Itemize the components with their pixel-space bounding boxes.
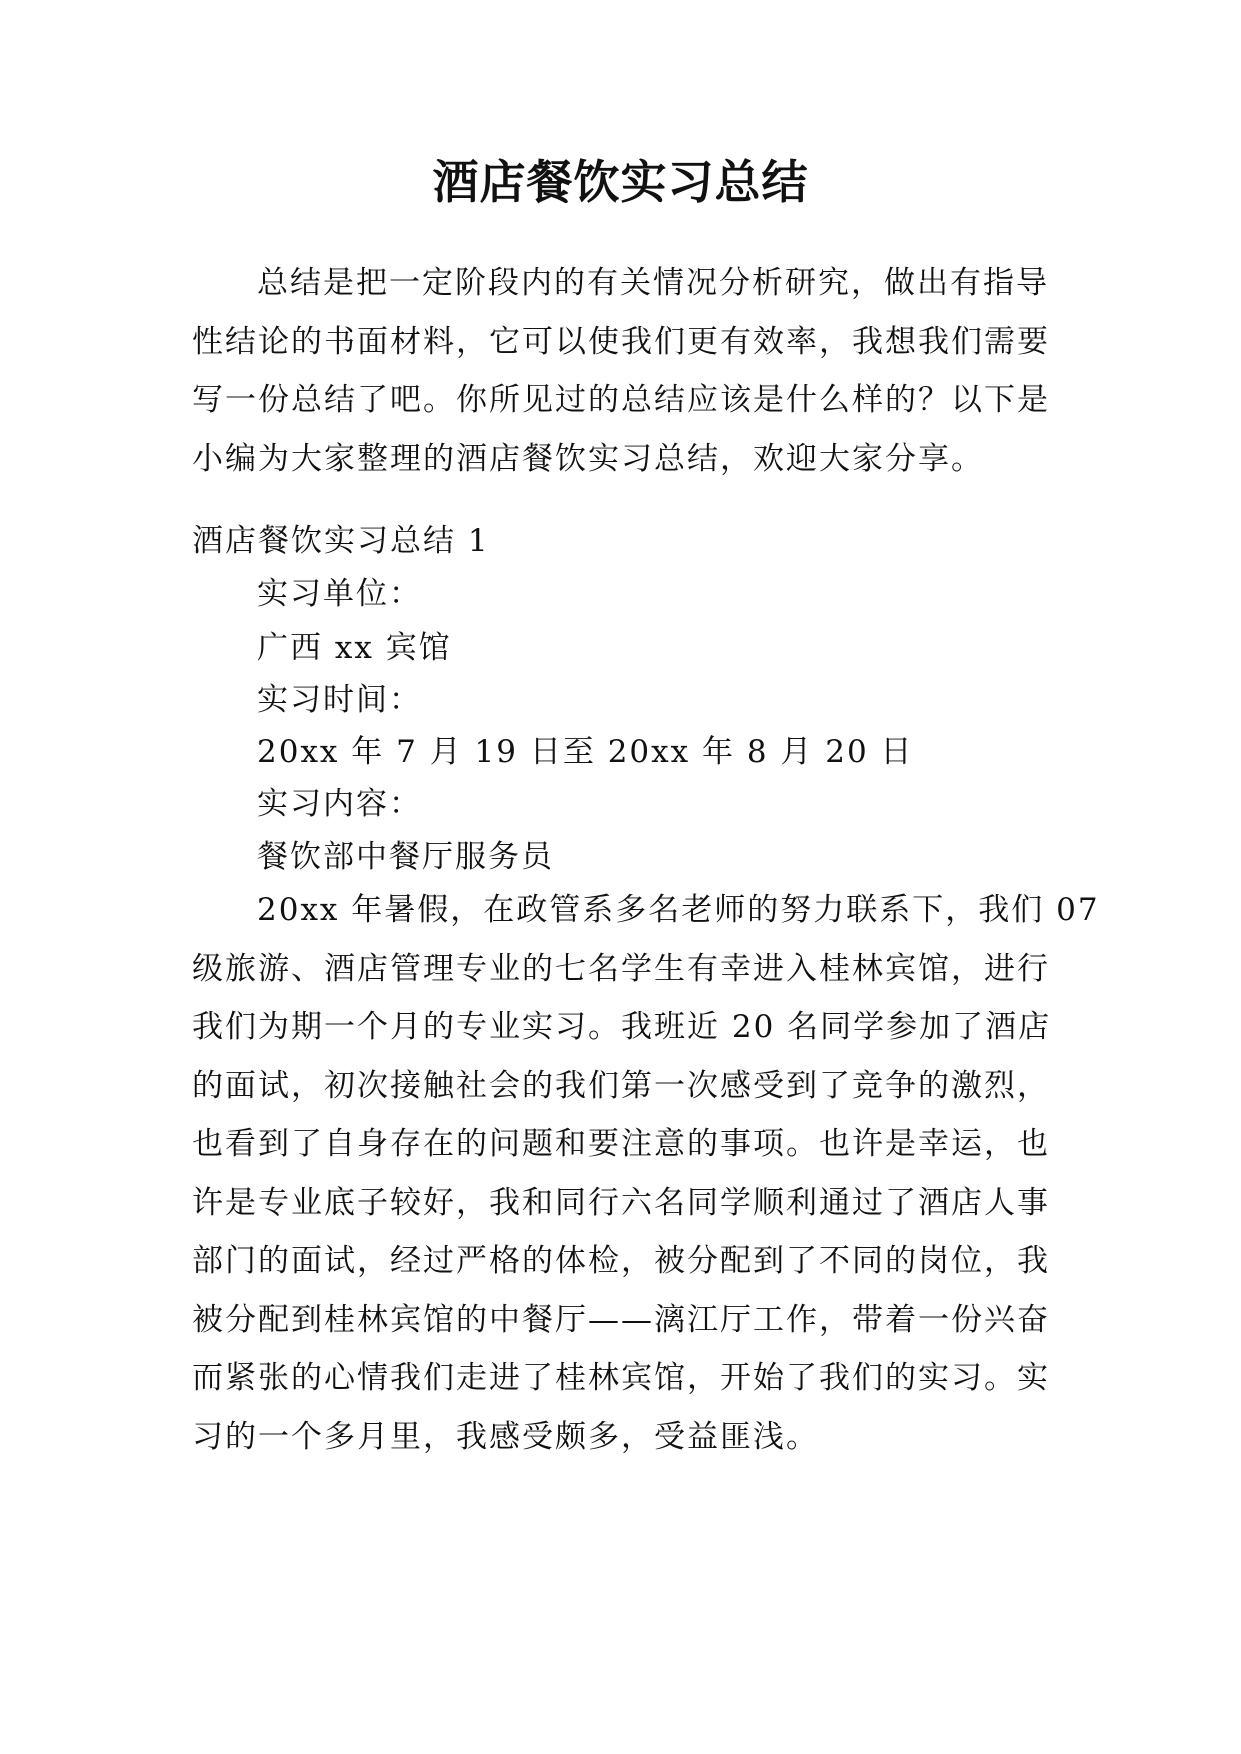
body-line: 被分配到桂林宾馆的中餐厅——漓江厅工作，带着一份兴奋 <box>192 1301 1050 1338</box>
intro-line: 写一份总结了吧。你所见过的总结应该是什么样的？以下是 <box>192 382 1050 418</box>
body-paragraph <box>192 881 1100 1466</box>
intro-paragraph <box>192 254 1062 488</box>
body-line: 而紧张的心情我们走进了桂林宾馆，开始了我们的实习。实 <box>192 1360 1050 1396</box>
body-line: 级旅游、酒店管理专业的七名学生有幸进入桂林宾馆，进行 <box>192 950 1050 987</box>
unit-label: 实习单位： <box>257 576 422 612</box>
body-line: 的面试，初次接触社会的我们第一次感受到了竞争的激烈， <box>192 1067 1050 1104</box>
body-line: 许是专业底子较好，我和同行六名同学顺利通过了酒店人事 <box>192 1184 1050 1221</box>
time-label: 实习时间： <box>257 682 422 718</box>
body-line: 也看到了自身存在的问题和要注意的事项。也许是幸运，也 <box>192 1126 1050 1162</box>
body-line: 20xx 年暑假，在政管系多名老师的努力联系下，我们 07 <box>257 892 1100 928</box>
body-line: 我们为期一个月的专业实习。我班近 20 名同学参加了酒店 <box>192 1009 1052 1045</box>
document-title: 酒店餐饮实习总结 <box>432 155 809 209</box>
intro-line: 小编为大家整理的酒店餐饮实习总结，欢迎大家分享。 <box>192 440 984 477</box>
intro-line: 性结论的书面材料，它可以使我们更有效率，我想我们需要 <box>192 323 1050 360</box>
section-heading: 酒店餐饮实习总结 1 <box>192 523 490 559</box>
time-value: 20xx 年 7 月 19 日至 20xx 年 8 月 20 日 <box>257 734 914 770</box>
body-line: 部门的面试，经过严格的体检，被分配到了不同的岗位，我 <box>192 1243 1050 1279</box>
unit-value: 广西 xx 宾馆 <box>257 630 452 666</box>
intro-line: 总结是把一定阶段内的有关情况分析研究，做出有指导 <box>257 265 1049 301</box>
content-value: 餐饮部中餐厅服务员 <box>257 839 554 875</box>
content-label: 实习内容： <box>257 786 422 822</box>
body-line: 习的一个多月里，我感受颇多，受益匪浅。 <box>192 1418 819 1455</box>
